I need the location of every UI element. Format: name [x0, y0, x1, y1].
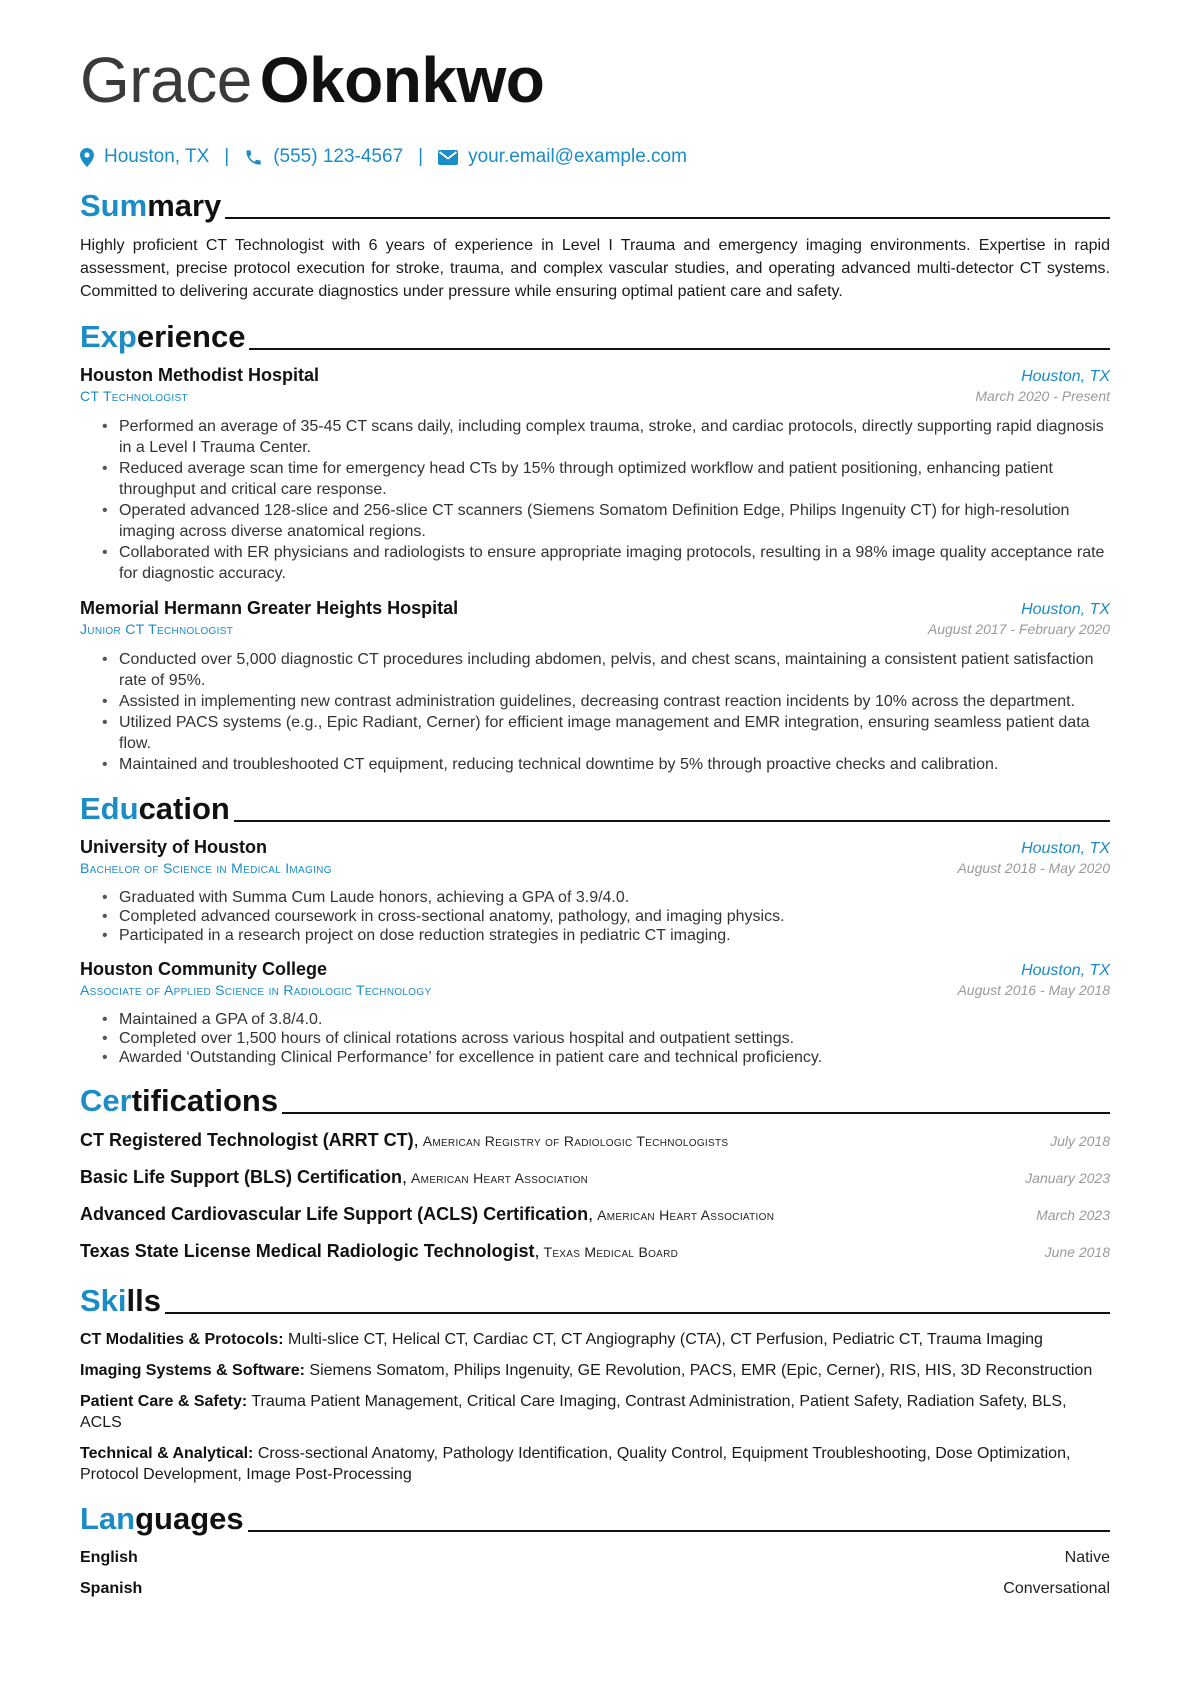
skills-section: [80, 1275, 1110, 1485]
bullet-item: • Reduced average scan time for emergency head CTs by 15% through optimized workflow and patient positioning, enhancing patient throughput and critical care response.: [102, 458, 1110, 500]
certification-name: Texas State License Medical Radiologic Technologist: [80, 1241, 535, 1261]
section-title: Summary: [80, 188, 222, 223]
certification-item: Texas State License Medical Radiologic Technologist, Texas Medical Board June 2018: [80, 1241, 1110, 1261]
education-entry: [80, 837, 1110, 945]
entry-dates: August 2017 - February 2020: [927, 621, 1110, 637]
entry-dates: August 2016 - May 2018: [957, 982, 1110, 998]
section-rule: [165, 1312, 1110, 1314]
bullet-item: • Assisted in implementing new contrast administration guidelines, decreasing contrast reaction incidents by 10% across the department.: [102, 691, 1110, 712]
entry-location: Houston, TX: [1021, 368, 1110, 385]
education-entry: [80, 959, 1110, 1067]
skill-category: Patient Care & Safety:: [80, 1393, 248, 1410]
envelope-icon: [438, 150, 458, 165]
experience-entry: [80, 365, 1110, 584]
bullet-item: • Completed advanced coursework in cross-sectional anatomy, pathology, and imaging physics.: [102, 907, 1110, 926]
skill-list: Cross-sectional Anatomy, Pathology Identification, Quality Control, Equipment Troubleshooting, Dose Optimization, Protocol Development, Image Post-Processing: [80, 1445, 1071, 1483]
education-section: [80, 783, 1110, 1067]
section-rule: [282, 1112, 1110, 1114]
skill-row: [80, 1443, 1110, 1485]
skill-category: CT Modalities & Protocols:: [80, 1331, 284, 1348]
bullet-item: • Maintained a GPA of 3.8/4.0.: [102, 1010, 1110, 1029]
languages-section: [80, 1493, 1110, 1599]
bullet-item: • Graduated with Summa Cum Laude honors, achieving a GPA of 3.9/4.0.: [102, 888, 1110, 907]
bullet-item: • Operated advanced 128-slice and 256-slice CT scanners (Siemens Somatom Definition Edge, Philips Ingenuity CT) for high-resolution imaging across diverse anatomical regions.: [102, 500, 1110, 542]
language-level: Native: [1064, 1549, 1110, 1566]
section-header: [80, 311, 1110, 355]
employer-name: Memorial Hermann Greater Heights Hospital: [80, 598, 459, 618]
section-rule: [249, 348, 1110, 350]
job-title: CT Technologist: [80, 388, 188, 404]
summary-text: Highly proficient CT Technologist with 6 years of experience in Level I Trauma and emergency imaging environments. Expertise in rapid assessment, precise protocol execution for stroke, trauma, and complex vascular studies, and operating advanced multi-detector CT systems. Committed to delivering accurate diagnostics under pressure while ensuring optimal patient care and safety.: [80, 237, 1110, 300]
entry-location: Houston, TX: [1021, 601, 1110, 618]
school-name: Houston Community College: [80, 959, 327, 979]
bullet-list: [80, 1010, 1110, 1067]
location-text: Houston, TX: [104, 146, 210, 167]
entry-dates: March 2020 - Present: [975, 388, 1110, 404]
certification-item: CT Registered Technologist (ARRT CT), American Registry of Radiologic Technologists July 2018: [80, 1130, 1110, 1150]
contact-phone[interactable]: [244, 146, 403, 168]
skill-category: Technical & Analytical:: [80, 1445, 254, 1462]
language-level: Conversational: [1003, 1580, 1110, 1597]
bullet-list: [80, 416, 1110, 584]
skill-list: Trauma Patient Management, Critical Care Imaging, Contrast Administration, Patient Safety, Radiation Safety, BLS, ACLS: [80, 1393, 1067, 1431]
contact-location: [80, 146, 209, 168]
bullet-list: [80, 888, 1110, 945]
section-header: [80, 180, 1110, 224]
certification-issuer: American Registry of Radiologic Technologists: [422, 1133, 729, 1149]
summary-section: [80, 180, 1110, 303]
contact-separator: |: [418, 146, 424, 167]
experience-entry: [80, 598, 1110, 775]
bullet-item: • Conducted over 5,000 diagnostic CT procedures including abdomen, pelvis, and chest scans, maintaining a consistent patient satisfaction rate of 95%.: [102, 649, 1110, 691]
phone-icon: [244, 148, 263, 167]
section-rule: [248, 1530, 1110, 1532]
contact-separator: |: [224, 146, 230, 167]
section-title: Certifications: [80, 1083, 279, 1118]
map-marker-icon: [80, 148, 94, 167]
section-header: [80, 1493, 1110, 1537]
section-header: [80, 1075, 1110, 1119]
certification-issuer: American Heart Association: [597, 1207, 775, 1223]
degree-title: Associate of Applied Science in Radiologic Technology: [80, 982, 432, 998]
certification-date: January 2023: [1025, 1170, 1110, 1186]
certification-date: June 2018: [1044, 1244, 1110, 1260]
language-name: English: [80, 1549, 138, 1566]
language-row: [80, 1547, 1110, 1568]
bullet-item: • Collaborated with ER physicians and radiologists to ensure appropriate imaging protocols, resulting in a 98% image quality acceptance rate for diagnostic accuracy.: [102, 542, 1110, 584]
section-title: Education: [80, 791, 230, 826]
bullet-list: [80, 649, 1110, 775]
skill-list: Siemens Somatom, Philips Ingenuity, GE Revolution, PACS, EMR (Epic, Cerner), RIS, HIS, 3D Reconstruction: [309, 1362, 1093, 1379]
language-name: Spanish: [80, 1580, 143, 1597]
degree-title: Bachelor of Science in Medical Imaging: [80, 860, 332, 876]
bullet-item: • Performed an average of 35-45 CT scans daily, including complex trauma, stroke, and cardiac protocols, directly supporting rapid diagnosis in a Level I Trauma Center.: [102, 416, 1110, 458]
entry-location: Houston, TX: [1021, 962, 1110, 979]
section-title: Languages: [80, 1501, 244, 1536]
bullet-item: • Completed over 1,500 hours of clinical rotations across various hospital and outpatient settings.: [102, 1029, 1110, 1048]
last-name: Okonkwo: [259, 44, 545, 116]
first-name: Grace: [80, 44, 252, 116]
employer-name: Houston Methodist Hospital: [80, 365, 319, 385]
job-title: Junior CT Technologist: [80, 621, 234, 637]
bullet-item: • Maintained and troubleshooted CT equipment, reducing technical downtime by 5% through proactive checks and calibration.: [102, 754, 1110, 775]
certification-name: CT Registered Technologist (ARRT CT): [80, 1130, 414, 1150]
certification-name: Advanced Cardiovascular Life Support (ACLS) Certification: [80, 1204, 589, 1224]
certification-issuer: American Heart Association: [411, 1170, 589, 1186]
skill-row: [80, 1329, 1110, 1350]
certification-issuer: Texas Medical Board: [543, 1244, 679, 1260]
section-title: Skills: [80, 1283, 161, 1318]
school-name: University of Houston: [80, 837, 268, 857]
certification-date: March 2023: [1036, 1207, 1110, 1223]
section-rule: [225, 217, 1110, 219]
email-text: your.email@example.com: [468, 146, 687, 167]
skill-row: [80, 1360, 1110, 1381]
section-header: [80, 783, 1110, 827]
experience-section: [80, 311, 1110, 775]
skill-list: Multi-slice CT, Helical CT, Cardiac CT, CT Angiography (CTA), CT Perfusion, Pediatric CT, Trauma Imaging: [288, 1331, 1043, 1348]
section-rule: [234, 820, 1110, 822]
phone-text: (555) 123-4567: [273, 146, 404, 167]
skill-row: [80, 1391, 1110, 1433]
bullet-item: • Awarded ‘Outstanding Clinical Performance’ for excellence in patient care and technical proficiency.: [102, 1048, 1110, 1067]
skill-category: Imaging Systems & Software:: [80, 1362, 305, 1379]
certification-item: Basic Life Support (BLS) Certification, American Heart Association January 2023: [80, 1167, 1110, 1187]
entry-dates: August 2018 - May 2020: [957, 860, 1110, 876]
section-header: [80, 1275, 1110, 1319]
contact-email[interactable]: [438, 146, 687, 168]
certification-date: July 2018: [1050, 1133, 1110, 1149]
bullet-item: • Utilized PACS systems (e.g., Epic Radiant, Cerner) for efficient image management and EMR integration, ensuring seamless patient data flow.: [102, 712, 1110, 754]
contact-bar: [80, 142, 1110, 172]
entry-location: Houston, TX: [1021, 840, 1110, 857]
certifications-section: [80, 1075, 1110, 1267]
section-title: Experience: [80, 319, 246, 354]
language-row: [80, 1578, 1110, 1599]
bullet-item: • Participated in a research project on dose reduction strategies in pediatric CT imaging.: [102, 926, 1110, 945]
certification-item: Advanced Cardiovascular Life Support (ACLS) Certification, American Heart Association March 2023: [80, 1204, 1110, 1224]
certification-name: Basic Life Support (BLS) Certification: [80, 1167, 403, 1187]
candidate-name: [80, 38, 1110, 122]
